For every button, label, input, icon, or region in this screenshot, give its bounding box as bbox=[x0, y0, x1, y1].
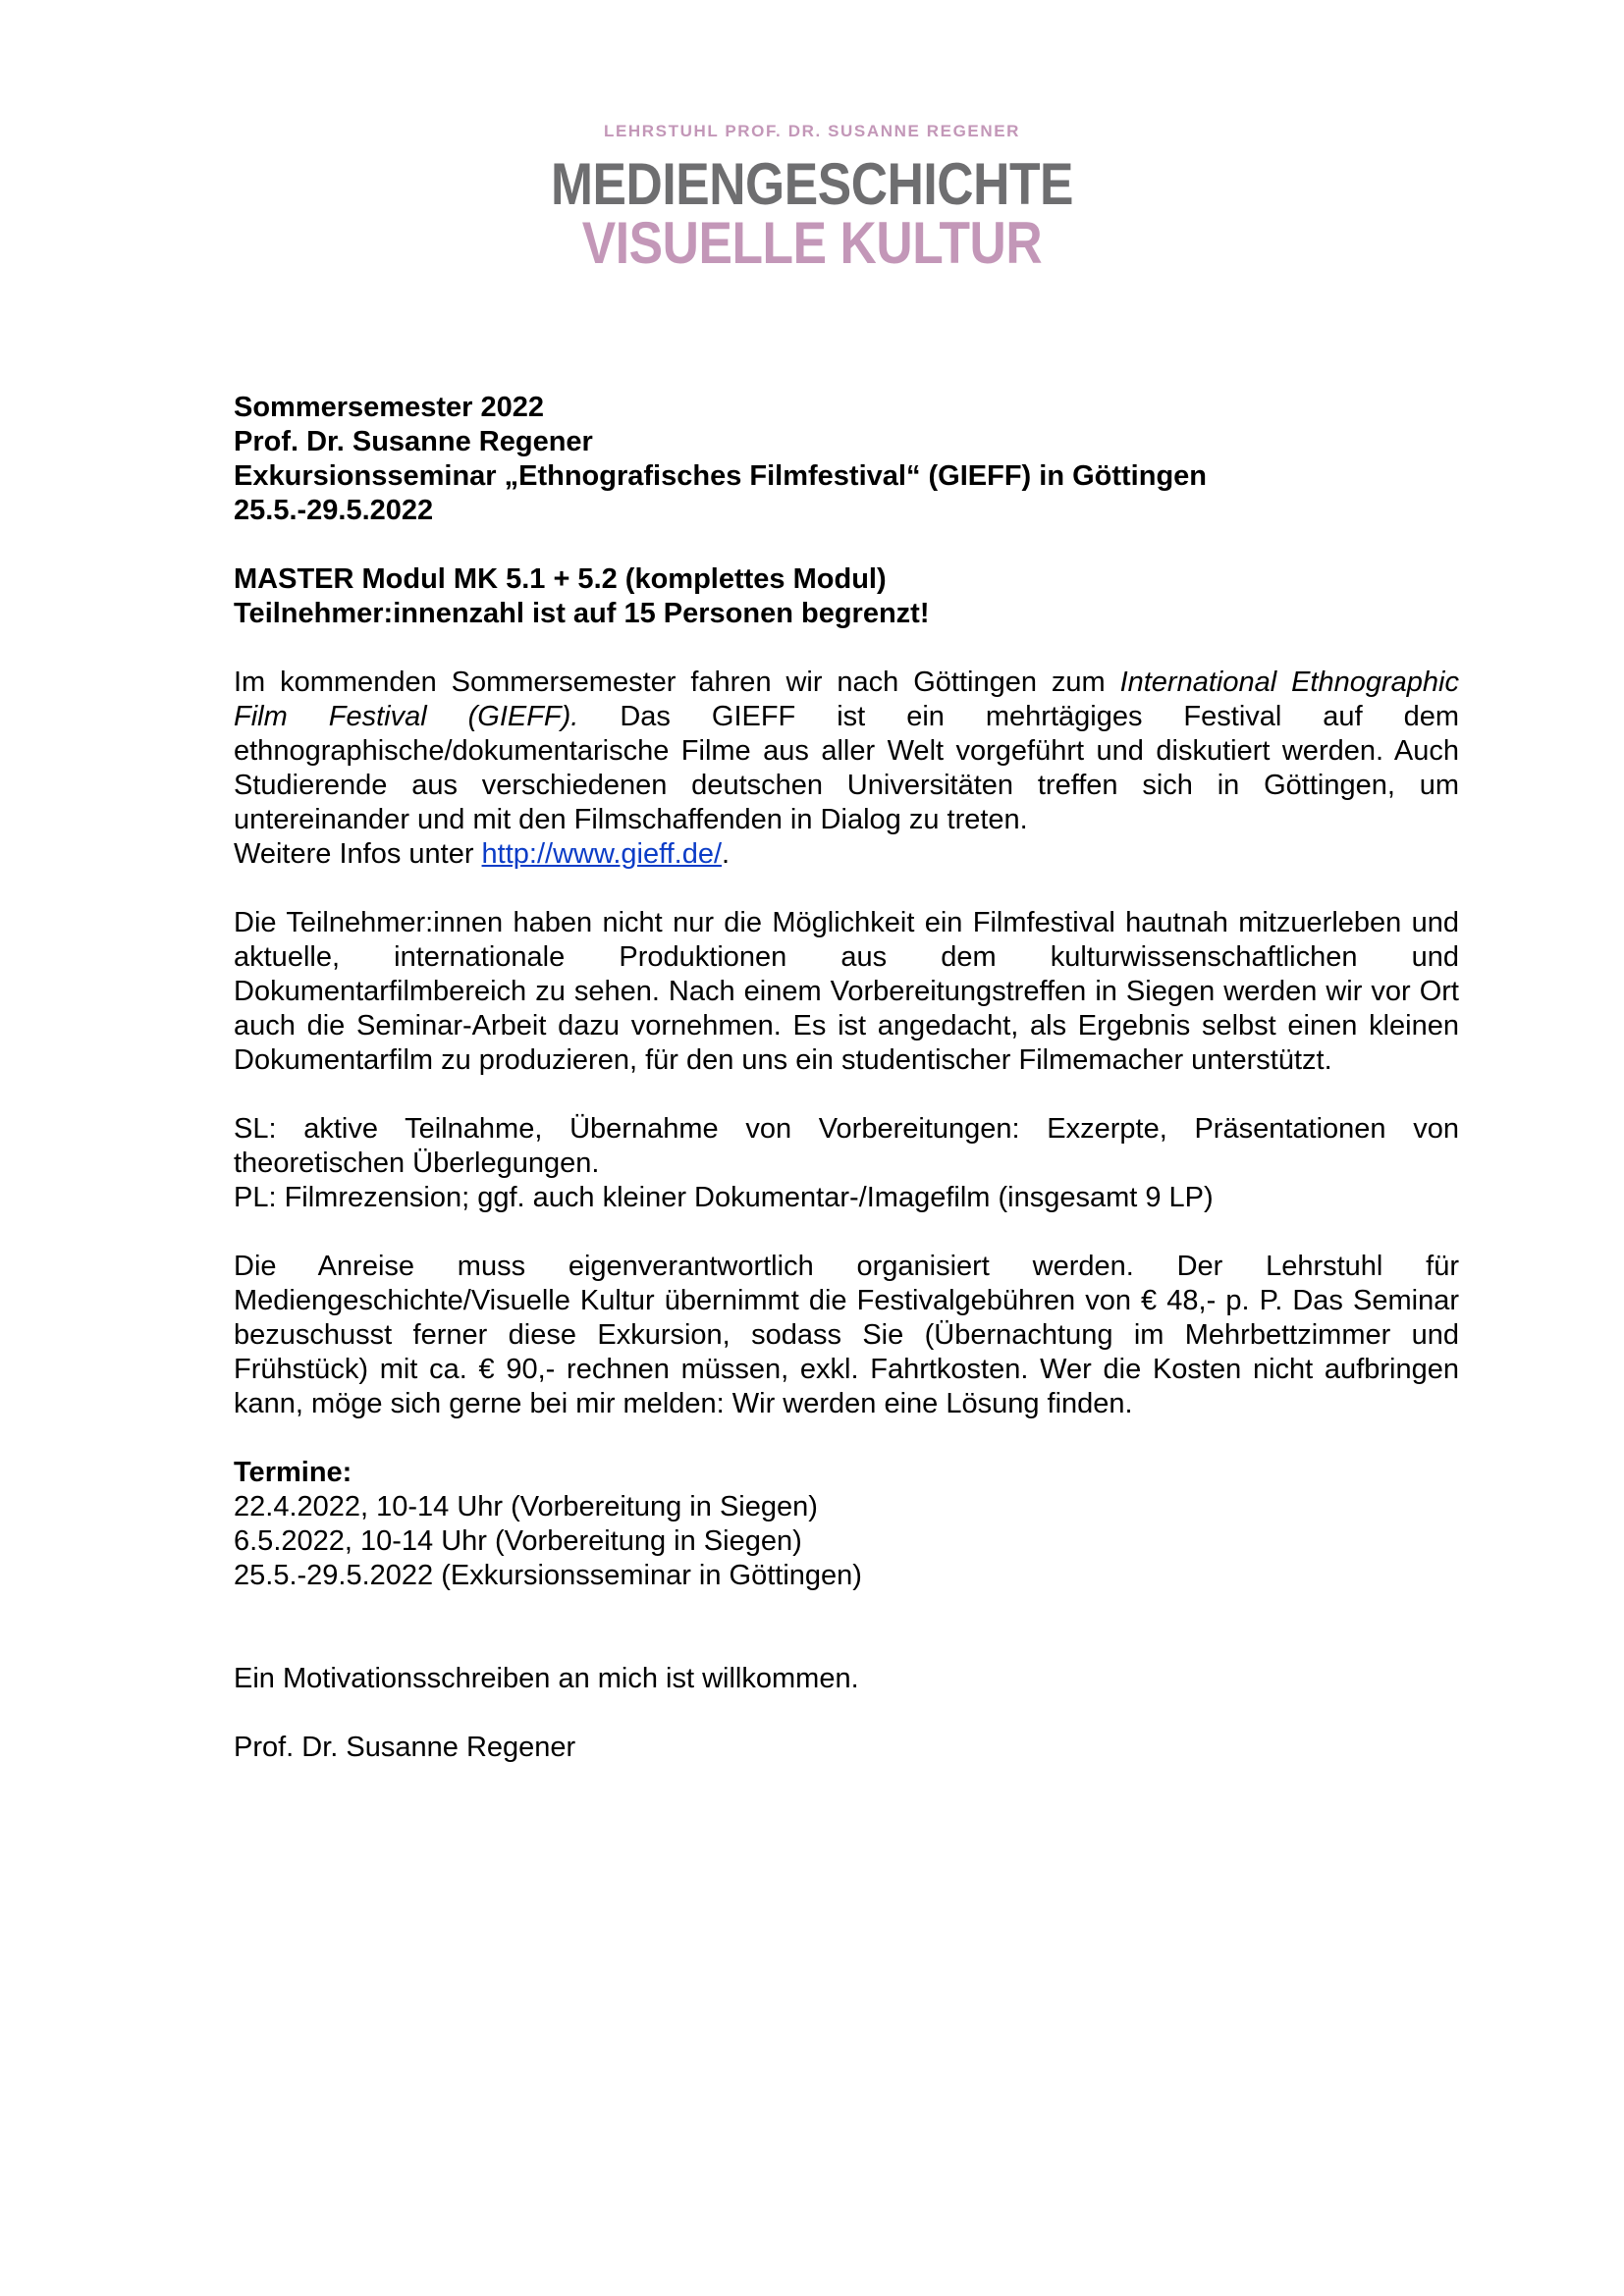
festival-name: International Ethnographic Film Festival (GIEFF). bbox=[234, 667, 1459, 732]
termin-item: 6.5.2022, 10-14 Uhr (Vorbereitung in Siegen) bbox=[234, 1525, 802, 1557]
intro-text-a: Im kommenden Sommersemester fahren wir nach Göttingen zum bbox=[234, 667, 1120, 698]
professor-name: Prof. Dr. Susanne Regener bbox=[234, 426, 593, 457]
logo-line-mediengeschichte: MEDIENGESCHICHTE bbox=[550, 151, 1074, 217]
intro-paragraph bbox=[234, 666, 1459, 837]
more-info-line bbox=[234, 837, 1459, 872]
more-info-period: . bbox=[722, 838, 731, 870]
semester: Sommersemester 2022 bbox=[234, 392, 544, 423]
termin-item: 25.5.-29.5.2022 (Exkursionsseminar in Göttingen) bbox=[234, 1560, 862, 1591]
seminar-dates: 25.5.-29.5.2022 bbox=[234, 495, 434, 526]
participants-paragraph: Die Teilnehmer:innen haben nicht nur die Möglichkeit ein Filmfestival hautnah mitzuerleben und aktuelle, internationale Produktionen aus dem kulturwissenschaftlichen und Dokumentarfilmbereich zu sehen. Nach einem Vorbereitungstreffen in Siegen werden wir vor Ort auch die Seminar-Arbeit dazu vornehmen. Es ist angedacht, als Ergebnis selbst einen kleinen Dokumentarfilm zu produzieren, für den uns ein studentischer Filmemacher unterstützt. bbox=[234, 907, 1459, 1076]
participant-limit: Teilnehmer:innenzahl ist auf 15 Personen begrenzt! bbox=[234, 598, 930, 629]
exam-requirement: PL: Filmrezension; ggf. auch kleiner Dokumentar-/Imagefilm (insgesamt 9 LP) bbox=[234, 1182, 1214, 1213]
intro-text-b: Das GIEFF ist ein mehrtägiges Festival auf dem ethnographische/dokumentarische Filme aus aller Welt vorgeführt und diskutiert werden. Auch Studierende aus verschiedenen deutschen Universitäten treffen sich in Göttingen, um untereinander und mit den Filmschaffenden in Dialog zu treten. bbox=[234, 701, 1460, 835]
module-title: MASTER Modul MK 5.1 + 5.2 (komplettes Modul) bbox=[234, 563, 887, 595]
more-info-label: Weitere Infos unter bbox=[234, 838, 482, 870]
seminar-title: Exkursionsseminar „Ethnografisches Filmfestival“ (GIEFF) in Göttingen bbox=[234, 460, 1208, 492]
termin-item: 22.4.2022, 10-14 Uhr (Vorbereitung in Siegen) bbox=[234, 1491, 818, 1522]
termine-heading: Termine: bbox=[234, 1457, 352, 1488]
motivation-note: Ein Motivationsschreiben an mich ist willkommen. bbox=[234, 1663, 859, 1694]
costs-paragraph: Die Anreise muss eigenverantwortlich organisiert werden. Der Lehrstuhl für Mediengeschichte/Visuelle Kultur übernimmt die Festivalgebühren von € 48,- p. P. Das Seminar bezuschusst ferner diese Exkursion, sodass Sie (Übernachtung im Mehrbettzimmer und Frühstück) mit ca. € 90,- rechnen müssen, exkl. Fahrtkosten. Wer die Kosten nicht aufbringen kann, möge sich gerne bei mir melden: Wir werden eine Lösung finden. bbox=[234, 1251, 1459, 1419]
signature: Prof. Dr. Susanne Regener bbox=[234, 1732, 576, 1763]
document-body bbox=[234, 391, 1459, 1765]
chair-name: LEHRSTUHL PROF. DR. SUSANNE REGENER bbox=[603, 122, 1021, 140]
study-requirement: SL: aktive Teilnahme, Übernahme von Vorbereitungen: Exzerpte, Präsentationen von theoretischen Überlegungen. bbox=[234, 1113, 1459, 1179]
gieff-link[interactable]: http://www.gieff.de/ bbox=[481, 838, 723, 870]
logo-line-visuelle-kultur: VISUELLE KULTUR bbox=[581, 210, 1043, 276]
